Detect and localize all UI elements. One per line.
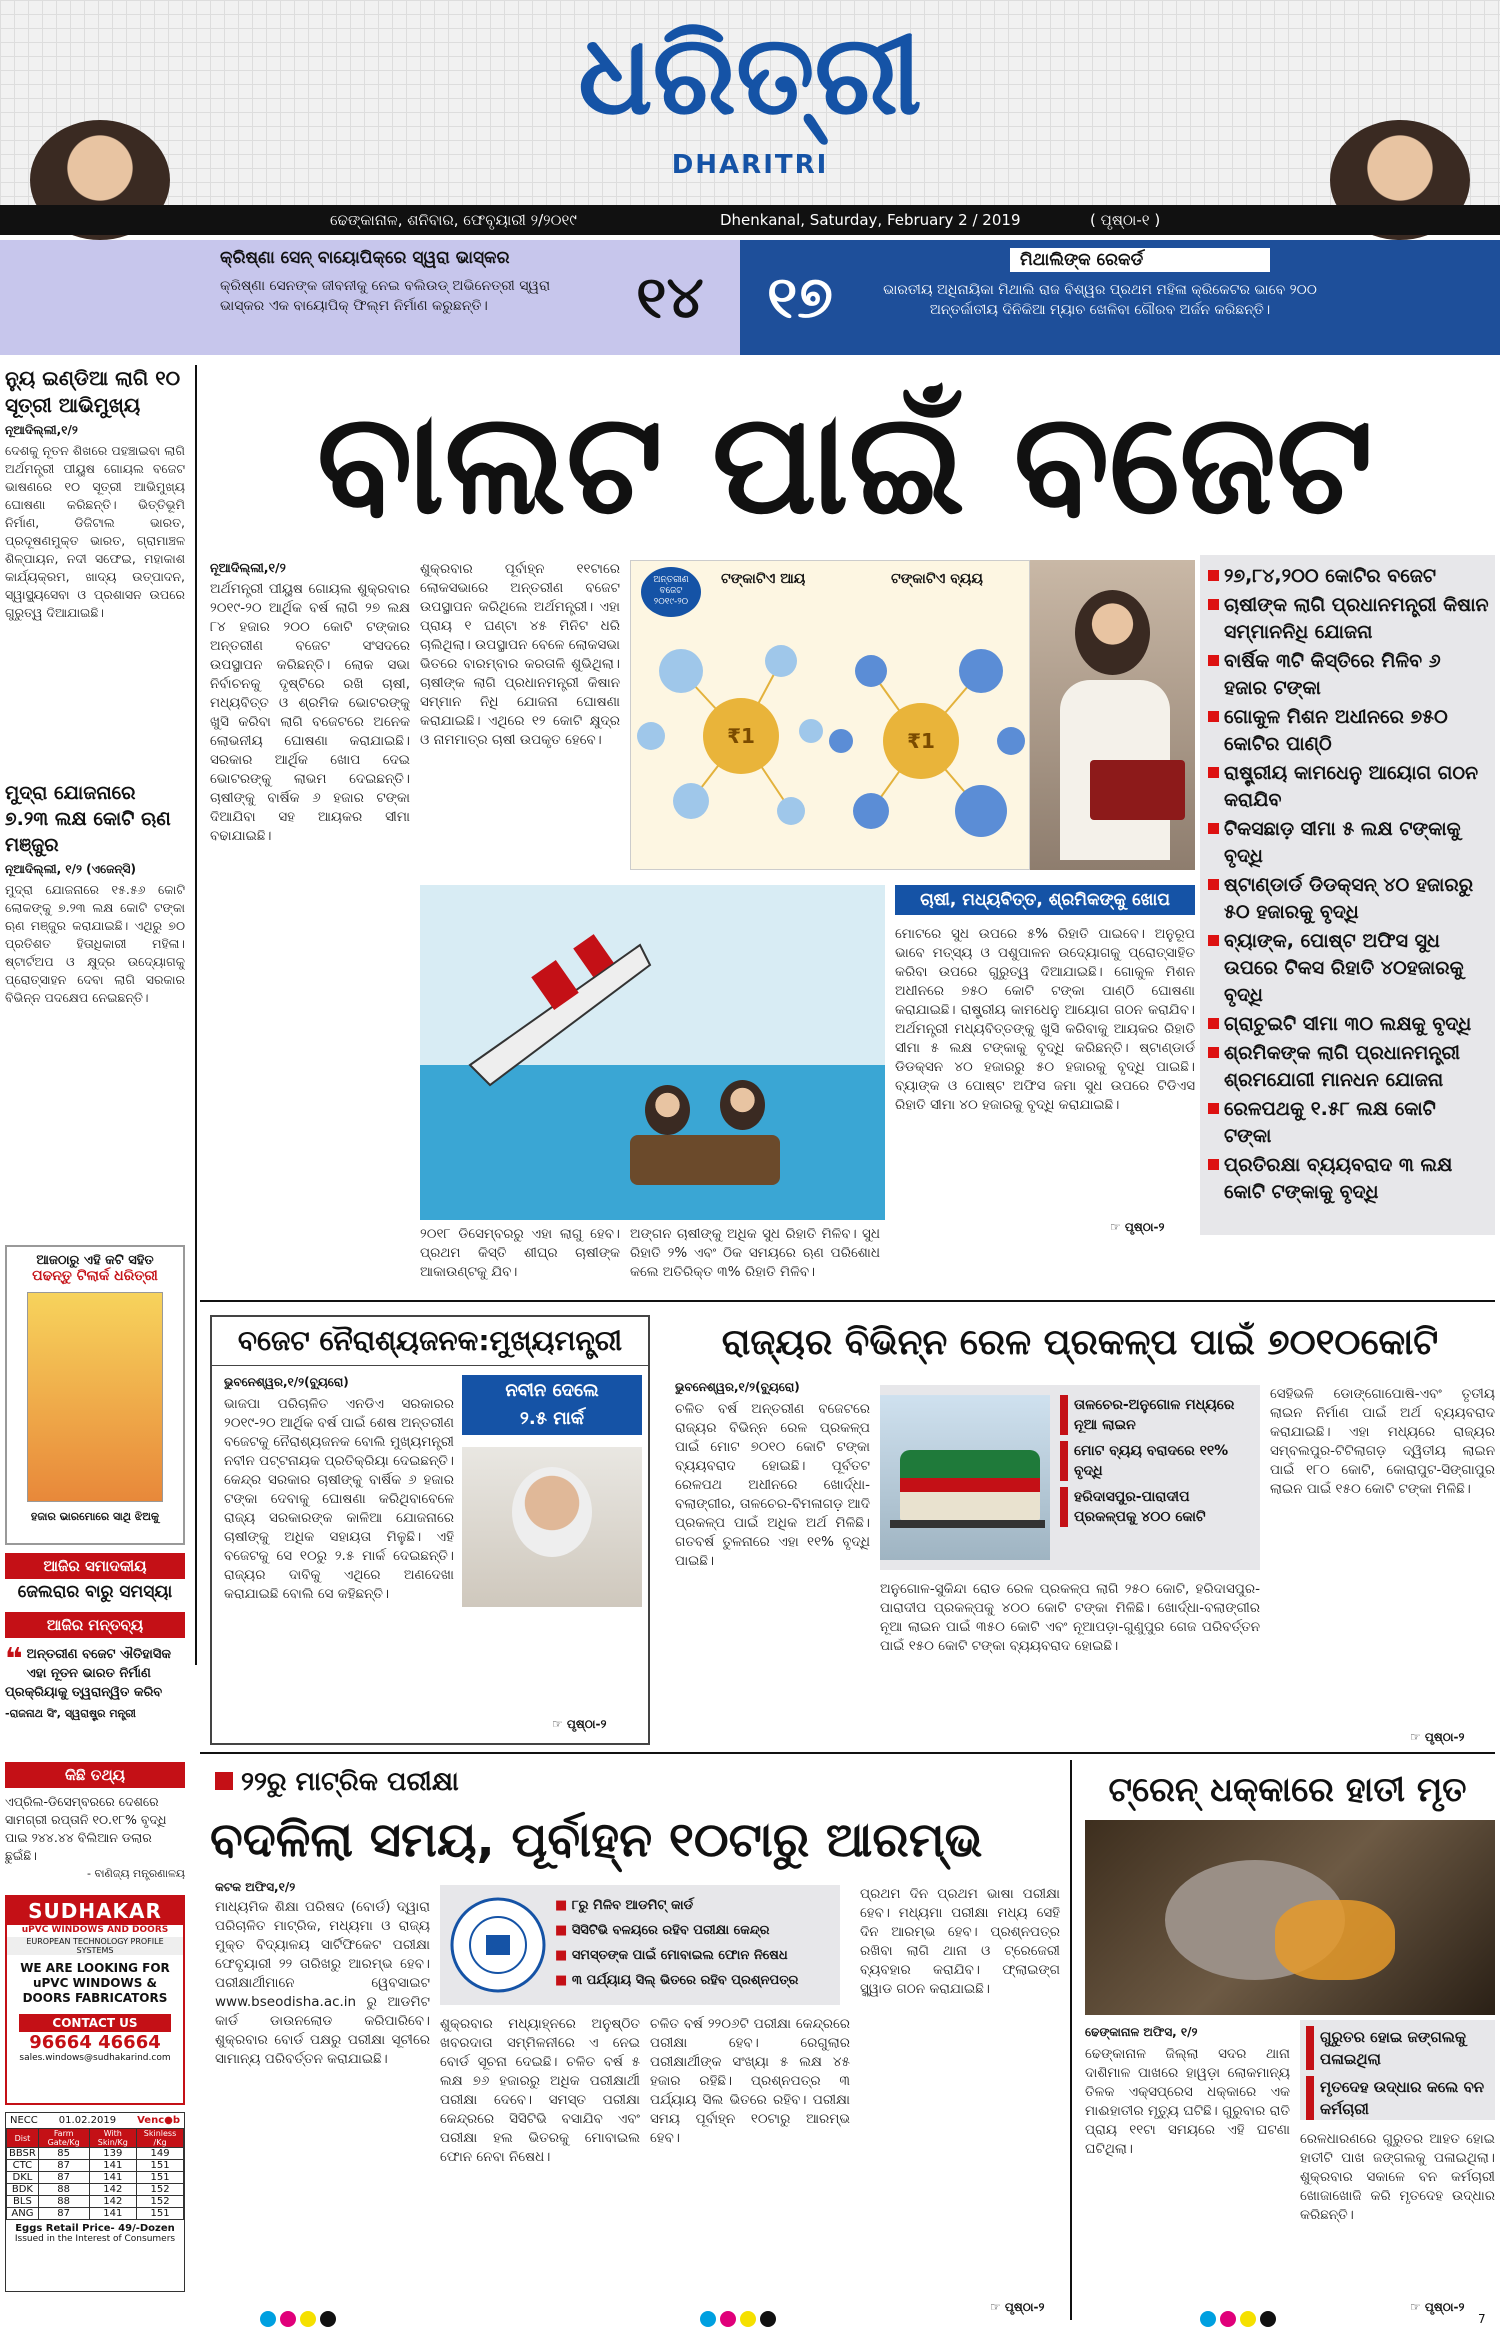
rupee-flow-graphic bbox=[631, 601, 1031, 871]
budget-highlight-item: ଚାଷୀଙ୍କ ଲାଗି ପ୍ରଧାନମନ୍ତ୍ରୀ କିଷାନ ସମ୍ମାନନିଧି ଯୋଜନା bbox=[1206, 592, 1489, 646]
cm-face bbox=[512, 1467, 592, 1557]
magenta-mark bbox=[720, 2311, 736, 2327]
elephant-headline[interactable]: ଟ୍ରେନ୍ ଧକ୍କାରେ ହାତୀ ମୃତ bbox=[1108, 1770, 1467, 1810]
section-rule bbox=[200, 1752, 1495, 1754]
egg-table-row bbox=[7, 2172, 184, 2184]
egg-table-cell: 139 bbox=[89, 2148, 137, 2160]
egg-table-cell: BLS bbox=[7, 2196, 39, 2208]
egg-table-cell: 87 bbox=[38, 2208, 89, 2220]
exam-highlight-1: ■ ୮ରୁ ମିଳିବ ଆଡମିଟ୍ କାର୍ଡ bbox=[555, 1898, 694, 1913]
exam-col4: ପ୍ରଥମ ଦିନ ପ୍ରଥମ ଭାଷା ପରୀକ୍ଷା ହେବ। ମଧ୍ୟମା ପରୀକ୍ଷା ମଧ୍ୟ ସେହି ଦିନ ଆରମ୍ଭ ହେବ। ପ୍ରଶ୍ନପତ୍ର ରଖିବା ଲାଗି ଥାନା ଓ ଟ୍ରେଜେରୀ ବ୍ୟବହାର କରାଯିବ। ଫ୍ଲାଇଙ୍ଗ ସ୍କ୍ୱାଡ ଗଠନ କରାଯାଇଛି। bbox=[860, 1886, 1060, 1997]
elephant-col2: ରେଳଧାରଣରେ ଗୁରୁତର ଆହତ ହୋଇ ହାତୀଟି ପାଖ ଜଙ୍ଗଲକୁ ପଳାଇଥିଲା। ଶୁକ୍ରବାର ସକାଳେ ବନ କର୍ମଚାରୀ ଖୋଜାଖୋଜି କରି ମୃତଦେହ ଉଦ୍ଧାର କରିଛନ୍ତି। bbox=[1300, 2131, 1495, 2223]
train-photo bbox=[880, 1395, 1050, 1560]
ad-sub: EUROPEAN TECHNOLOGY PROFILE SYSTEMS bbox=[7, 1937, 183, 1955]
egg-table-cell: 142 bbox=[89, 2184, 137, 2196]
egg-table-cell: 151 bbox=[137, 2208, 184, 2220]
egg-table-cell: 141 bbox=[89, 2208, 137, 2220]
fact-source: - ବାଣିଜ୍ୟ ମନ୍ତ୍ରଣାଳୟ bbox=[87, 1867, 185, 1880]
budget-highlight-item: ବାର୍ଷିକ ୩ଟି କିସ୍ତିରେ ମିଳିବ ୬ ହଜାର ଟଙ୍କା bbox=[1206, 648, 1489, 702]
budget-highlight-item: ଟିକସଛାଡ଼ ସୀମା ୫ ଲକ୍ଷ ଟଙ୍କାକୁ ବୃଦ୍ଧି bbox=[1206, 816, 1489, 870]
egg-table-cell: 88 bbox=[38, 2184, 89, 2196]
egg-ad-date: 01.02.2019 bbox=[58, 2115, 117, 2126]
yellow-mark bbox=[1240, 2311, 1256, 2327]
cm-badge-line2: ୨.୫ ମାର୍କ bbox=[519, 1408, 585, 1429]
budget-highlight-item: ଗୋକୁଳ ମିଶନ ଅଧୀନରେ ୭୫୦ କୋଟିର ପାଣ୍ଠି bbox=[1206, 704, 1489, 758]
elephant-col1: ଢେଙ୍କାନାଳ ଜିଲ୍ଲା ସଦର ଥାନା ଦାଶିମାଳ ପାଖରେ ହାୱଡ଼ା ଲୋକମାନ୍ୟ ତିଳକ ଏକ୍ସପ୍ରେସ ଧକ୍କାରେ ଏକ ମାଈହାତୀର ମୃତ୍ୟୁ ଘଟିଛି। ଗୁରୁବାର ରାତି ପ୍ରାୟ ୧୧ଟା ସମୟରେ ଏହି ଘଟଣା ଘଟିଥିଲା। bbox=[1085, 2046, 1290, 2157]
page-number: 7 bbox=[1478, 2312, 1486, 2326]
rupee-symbol-expense: ₹1 bbox=[907, 729, 935, 753]
cm-story-dateline: ଭୁବନେଶ୍ୱର,୧/୨(ବ୍ୟୁରୋ) bbox=[224, 1375, 349, 1389]
cm-story-box bbox=[210, 1315, 650, 1745]
promo-magazine-image bbox=[27, 1292, 163, 1502]
lead-column-2: ଶୁକ୍ରବାର ପୂର୍ବାହ୍ନ ୧୧ଟାରେ ଲୋକସଭାରେ ଅନ୍ତରୀଣ ବଜେଟ ଉପସ୍ଥାପନ କରିଥିଲେ ଅର୍ଥମନ୍ତ୍ରୀ। ଏହା ପ୍ରାୟ ୧ ଘଣ୍ଟା ୪୫ ମିନିଟ ଧରି ଚାଲିଥିଲା। ଉପସ୍ଥାପନ ବେଳେ ଲୋକସଭା ଭିତରେ ବାରମ୍ବାର କରତାଳି ଶୁଭିଥିଲା। ଚାଷୀଙ୍କ ଲାଗି ପ୍ରଧାନମନ୍ତ୍ରୀ କିଷାନ ସମ୍ମାନ ନିଧି ଯୋଜନା ଘୋଷଣା କରାଯାଇଛି। ଏଥିରେ ୧୨ କୋଟି କ୍ଷୁଦ୍ର ଓ ନାମମାତ୍ର ଚାଷୀ ଉପକୃତ ହେବେ। bbox=[420, 561, 620, 748]
ad-line3: DOORS FABRICATORS bbox=[22, 1991, 168, 2005]
comment-quote bbox=[5, 1642, 185, 1723]
budget-briefcase bbox=[1090, 760, 1185, 820]
rail-highlight-2: ମୋଟ ବ୍ୟୟ ବରାଦରେ ୧୧% ବୃଦ୍ଧି bbox=[1060, 1441, 1255, 1481]
egg-table-cell: BDK bbox=[7, 2184, 39, 2196]
egg-table-cell: 88 bbox=[38, 2196, 89, 2208]
rail-story-jump[interactable]: ☞ ପୃଷ୍ଠା-୨ bbox=[1410, 1730, 1465, 1744]
finance-minister-photo bbox=[1030, 560, 1195, 870]
egg-table-cell: 151 bbox=[137, 2172, 184, 2184]
egg-ad-org: NECC bbox=[10, 2115, 38, 2126]
egg-table-row bbox=[7, 2196, 184, 2208]
black-mark bbox=[320, 2311, 336, 2327]
budget-infographic bbox=[630, 560, 1030, 870]
column-rule bbox=[195, 365, 197, 1665]
egg-table-cell: CTC bbox=[7, 2160, 39, 2172]
egg-table-cell: 87 bbox=[38, 2172, 89, 2184]
egg-table-cell: 87 bbox=[38, 2160, 89, 2172]
exam-col1: ମାଧ୍ୟମିକ ଶିକ୍ଷା ପରିଷଦ (ବୋର୍ଡ) ଦ୍ୱାରା ପରିଚାଳିତ ମାଟ୍ରିକ, ମଧ୍ୟମା ଓ ରାଜ୍ୟ ମୁକ୍ତ ବିଦ୍ୟାଳୟ ସାର୍ଟିଫିକେଟ ପରୀକ୍ଷା ଫେବୃୟାରୀ ୨୨ ତାରିଖରୁ ଆରମ୍ଭ ହେବ। ପରୀକ୍ଷାର୍ଥୀମାନେ ୱେବସାଇଟ www.bseodisha.ac.in ରୁ ଆଡମିଟ କାର୍ଡ ଡାଉନଲୋଡ କରିପାରିବେ। ଶୁକ୍ରବାର ବୋର୍ଡ ପକ୍ଷରୁ ପରୀକ୍ଷା ସୂଚୀରେ ସାମାନ୍ୟ ପରିବର୍ତ୍ତନ କରାଯାଇଛି। bbox=[215, 1899, 430, 2067]
budget-highlight-item: ୨୭,୮୪,୨୦୦ କୋଟିର ବଜେଟ bbox=[1206, 563, 1489, 590]
cm-score-badge bbox=[462, 1375, 642, 1435]
exam-highlights bbox=[440, 1885, 840, 2005]
egg-ad-brand: Venc●b bbox=[137, 2115, 180, 2126]
lead-headline[interactable]: ବାଲଟ ପାଇଁ ବଜେଟ bbox=[316, 383, 1374, 546]
egg-table-cell: 85 bbox=[38, 2148, 89, 2160]
ad-line1: WE ARE LOOKING FOR bbox=[20, 1961, 170, 1975]
egg-table-cell: 142 bbox=[89, 2196, 137, 2208]
income-title: ଟଙ୍କାଟିଏ ଆୟ bbox=[721, 571, 806, 587]
ad-contact-label: CONTACT US bbox=[19, 2014, 171, 2032]
rail-story1-dateline: ନୂଆଦିଲ୍ଲୀ,୧/୨ bbox=[5, 423, 78, 437]
dateline-odia: ଢେଙ୍କାନାଳ, ଶନିବାର, ଫେବୃୟାରୀ ୨/୨୦୧୯ bbox=[330, 211, 577, 229]
minister-face bbox=[1075, 590, 1150, 675]
exam-kicker-text: ୨୨ରୁ ମାଟ୍ରିକ ପରୀକ୍ଷା bbox=[241, 1767, 459, 1797]
elephant-highlight-1: ଗୁରୁତର ହୋଇ ଜଙ୍ଗଲକୁ ପଳାଇଥିଲା bbox=[1306, 2026, 1489, 2070]
teaser-swara[interactable] bbox=[0, 240, 740, 355]
teaser-title: କ୍ରିଷ୍ଣା ସେନ୍ ବାୟୋପିକ୍‌ରେ ସ୍ୱରା ଭାସ୍କର bbox=[220, 248, 510, 268]
expense-title: ଟଙ୍କାଟିଏ ବ୍ୟୟ bbox=[891, 571, 983, 587]
rail-story1-text: ଦେଶକୁ ନୂତନ ଶିଖରେ ପହଞ୍ଚାଇବା ଲାଗି ଅର୍ଥମନ୍ତ୍ରୀ ପୀୟୁଷ ଗୋୟଲ ବଜେଟ ଭାଷଣରେ ୧୦ ସୂତ୍ରୀ ଆଭିମୁଖ୍ୟ ଘୋଷଣା କରିଛନ୍ତି। ଭିତ୍ତିଭୂମି ନିର୍ମାଣ, ଡିଜିଟାଲ ଭାରତ, ପ୍ରଦୂଷଣମୁକ୍ତ ଭାରତ, ଗ୍ରାମାଞ୍ଚଳ ଶିଳ୍ପାୟନ, ନଦୀ ସଫେଇ, ମହାକାଶ କାର୍ଯ୍ୟକ୍ରମ, ଖାଦ୍ୟ ଉତ୍ପାଦନ, ସ୍ୱାସ୍ଥ୍ୟସେବା ଓ ପ୍ରଶାସନ ଉପରେ ଗୁରୁତ୍ୱ ଦିଆଯାଇଛି। bbox=[5, 443, 185, 620]
exam-jump[interactable]: ☞ ପୃଷ୍ଠା-୨ bbox=[990, 2300, 1045, 2314]
egg-price-table bbox=[6, 2128, 184, 2220]
flower-garland bbox=[1275, 1900, 1395, 1980]
facts-section-bar: କିଛି ତଥ୍ୟ bbox=[5, 1762, 185, 1788]
comment-section-bar: ଆଜିର ମନ୍ତବ୍ୟ bbox=[5, 1612, 185, 1638]
black-mark bbox=[760, 2311, 776, 2327]
sudhakar-ad[interactable] bbox=[5, 1895, 185, 2105]
rail-story2-dateline: ନୂଆଦିଲ୍ଲୀ, ୧/୨ (ଏଜେନ୍ସି) bbox=[5, 862, 136, 876]
ad-email[interactable]: sales.windows@sudhakarind.com bbox=[19, 2053, 171, 2063]
teaser-mithali[interactable] bbox=[740, 240, 1500, 355]
page-indicator: ( ପୃଷ୍ଠା-୧ ) bbox=[1090, 211, 1161, 229]
fact-body: ଏପ୍ରିଲ-ଡିସେମ୍ବରରେ ଦେଶରେ ସାମଗ୍ରୀ ରପ୍ତାନି ୧୦.୧୮% ବୃଦ୍ଧି ପାଇ ୨୪୪.୪୪ ବିଲିଆନ ଡଲାର ଛୁଇଁଛି। bbox=[5, 1794, 167, 1863]
cartoon-figure-1 bbox=[645, 1085, 690, 1135]
egg-table-row bbox=[7, 2208, 184, 2220]
budget-highlight-item: ରାଷ୍ଟ୍ରୀୟ କାମଧେନୁ ଆୟୋଗ ଗଠନ କରାଯିବ bbox=[1206, 760, 1489, 814]
cm-story-jump[interactable]: ☞ ପୃଷ୍ଠା-୨ bbox=[552, 1717, 607, 1731]
elephant-highlight-2: ମୃତଦେହ ଉଦ୍ଧାର କଲେ ବନ କର୍ମଚାରୀ bbox=[1306, 2076, 1489, 2120]
egg-ad-footer2: Issued in the Interest of Consumers bbox=[14, 2234, 176, 2244]
train-track bbox=[890, 1520, 1045, 1528]
egg-table-cell: 149 bbox=[137, 2148, 184, 2160]
egg-table-header: Skinless /Kg bbox=[137, 2129, 184, 2148]
exam-col3: ଚଳିତ ବର୍ଷ ୨୨୦୬ଟି ପରୀକ୍ଷା କେନ୍ଦ୍ରରେ ପରୀକ୍ଷା ହେବ। ରେଗୁଲାର ପରୀକ୍ଷାର୍ଥୀଙ୍କ ସଂଖ୍ୟା ୫ ଲକ୍ଷ ୪୫ ହଜାର ରହିଛି। ପ୍ରଶ୍ନପତ୍ର ୩ ପର୍ଯ୍ୟାୟ ସିଲ ଭିତରେ ରହିବ। ପରୀକ୍ଷା ସମୟ ପୂର୍ବାହ୍ନ ୧୦ଟାରୁ ଆରମ୍ଭ ହେବ। bbox=[650, 2016, 850, 2146]
yellow-mark bbox=[300, 2311, 316, 2327]
sinking-ship-drawing bbox=[460, 925, 660, 1095]
cm-photo bbox=[462, 1447, 642, 1607]
editorial-title[interactable]: ଜେଲରାର ବାରୁ ସମସ୍ୟା bbox=[17, 1582, 173, 1602]
rail-story-dateline: ଭୁବନେଶ୍ୱର,୧/୨(ବ୍ୟୁରୋ) bbox=[675, 1380, 800, 1394]
cyan-mark bbox=[700, 2311, 716, 2327]
promo-caption: ହଜାର ଭାରମୋରେ ସାଥି ଝିଅକୁ bbox=[30, 1510, 160, 1523]
egg-table-cell: 151 bbox=[137, 2160, 184, 2172]
elephant-jump[interactable]: ☞ ପୃଷ୍ଠା-୨ bbox=[1410, 2300, 1465, 2314]
black-mark bbox=[1260, 2311, 1276, 2327]
floating-box bbox=[630, 1135, 780, 1185]
section-rule bbox=[200, 1300, 1495, 1302]
exam-dateline: କଟକ ଅଫିସ,୧/୨ bbox=[215, 1880, 296, 1894]
rail-story-headline[interactable]: ରାଜ୍ୟର ବିଭିନ୍ନ ରେଳ ପ୍ରକଳ୍ପ ପାଇଁ ୭୦୧୦କୋଟି bbox=[721, 1322, 1439, 1363]
promo-box[interactable] bbox=[5, 1245, 185, 1545]
quote-author: -ରାଜନାଥ ସିଂ, ସ୍ୱରାଷ୍ଟ୍ର ମନ୍ତ୍ରୀ bbox=[5, 1707, 136, 1720]
rail-story-col2: ଅନୁଗୋଳ-ସୁକିନ୍ଦା ରୋଡ ରେଳ ପ୍ରକଳ୍ପ ଲାଗି ୨୫୦ କୋଟି, ହରିଦାସପୁର-ପାରାଦୀପ ପ୍ରକଳ୍ପକୁ ୪୦୦ କୋଟି ଟଙ୍କା ମିଳିଛି। ଖୋର୍ଦ୍ଧା-ବଲାଙ୍ଗୀର ନୂଆ ଲାଇନ ପାଇଁ ୩୫୦ କୋଟି ଏବଂ ନୂଆପଡ଼ା-ଗୁଣୁପୁର ଗେଜ ପରିବର୍ତ୍ତନ ପାଇଁ ୧୫୦ କୋଟି ଟଙ୍କା ବ୍ୟୟବରାଦ ହୋଇଛି। bbox=[880, 1581, 1260, 1654]
lead-column-3: ମୋଟରେ ସୁଧ ଉପରେ ୫% ରିହାତି ପାଇବେ। ଅନୁରୂପ ଭାବେ ମତ୍ସ୍ୟ ଓ ପଶୁପାଳନ ଉଦ୍ୟୋଗକୁ ପ୍ରୋତ୍ସାହିତ କରିବା ଉପରେ ଗୁରୁତ୍ୱ ଦିଆଯାଇଛି। ଗୋକୁଳ ମିଶନ ଅଧୀନରେ ୭୫୦ କୋଟି ଟଙ୍କା ପାଣ୍ଠି ଘୋଷଣା କରାଯାଇଛି। ରାଷ୍ଟ୍ରୀୟ କାମଧେନୁ ଆୟୋଗ ଗଠନ କରାଯିବ। ଅର୍ଥମନ୍ତ୍ରୀ ମଧ୍ୟବିତ୍ତଙ୍କୁ ଖୁସି କରିବାକୁ ଆୟକର ରିହାତି ସୀମା ୫ ଲକ୍ଷ ଟଙ୍କାକୁ ବୃଦ୍ଧି କରିଛନ୍ତି। ଷ୍ଟାଣ୍ଡାର୍ଡ ଡିଡକ୍ସନ ୪୦ ହଜାରରୁ ୫୦ ହଜାରକୁ ବୃଦ୍ଧି ପାଇଛି। ବ୍ୟାଙ୍କ ଓ ପୋଷ୍ଟ ଅଫିସ ଜମା ସୁଧ ଉପରେ ଟିଡିଏସ ରିହାତି ସୀମା ୪୦ ହଜାରକୁ ବୃଦ୍ଧି କରାଯାଇଛି। bbox=[895, 926, 1195, 1113]
lead-bottom-1: ୨୦୧୮ ଡିସେମ୍ବରରୁ ଏହା ଲାଗୁ ହେବ। ପ୍ରଥମ କିସ୍ତି ଶୀଘ୍ର ଚାଷୀଙ୍କ ଆକାଉଣ୍ଟକୁ ଯିବ। bbox=[420, 1226, 620, 1280]
cyan-mark bbox=[260, 2311, 276, 2327]
egg-table-row bbox=[7, 2184, 184, 2196]
board-seal-icon bbox=[448, 1895, 548, 1995]
budget-highlight-item: ରେଳପଥକୁ ୧.୫୮ ଲକ୍ଷ କୋଟି ଟଙ୍କା bbox=[1206, 1096, 1489, 1150]
infographic-badge: ଅନ୍ତରୀଣ ବଜେଟ ୨୦୧୯-୨୦ bbox=[641, 567, 701, 617]
budget-highlights bbox=[1200, 555, 1495, 1235]
teaser-page-number: ୧୭ bbox=[767, 263, 833, 331]
lead-bottom-2: ଅଙ୍ଗନ ଚାଷୀଙ୍କୁ ଅଧିକ ସୁଧ ରିହାତି ମିଳିବ। ସୁଧ ରିହାତି ୨% ଏବଂ ଠିକ ସମୟରେ ଋଣ ପରିଶୋଧ କଲେ ଅତିରିକ୍ତ ୩% ରିହାତି ମିଳିବ। bbox=[630, 1226, 880, 1280]
ad-phone[interactable]: 96664 46664 bbox=[29, 2032, 161, 2053]
egg-table-cell: DKL bbox=[7, 2172, 39, 2184]
rail-highlight-3: ହରିଦାସପୁର-ପାରାଦୀପ ପ୍ରକଳ୍ପକୁ ୪୦୦ କୋଟି bbox=[1060, 1487, 1255, 1527]
cm-story-text: ଭାଜପା ପରିଚାଳିତ ଏନଡିଏ ସରକାରର ୨୦୧୯-୨୦ ଆର୍ଥିକ ବର୍ଷ ପାଇଁ ଶେଷ ଅନ୍ତରୀଣ ବଜେଟକୁ ନୈରାଶ୍ୟଜନକ ବୋଲି ମୁଖ୍ୟମନ୍ତ୍ରୀ ନବୀନ ପଟ୍ଟନାୟକ ପ୍ରତିକ୍ରିୟା ଦେଇଛନ୍ତି। କେନ୍ଦ୍ର ସରକାର ଚାଷୀଙ୍କୁ ବାର୍ଷିକ ୬ ହଜାର ଟଙ୍କା ଦେବାକୁ ଘୋଷଣା କରିଥିବାବେଳେ ରାଜ୍ୟ ସରକାରଙ୍କ କାଳିଆ ଯୋଜନାରେ ଚାଷୀଙ୍କୁ ଅଧିକ ସହାୟତା ମିଳୁଛି। ଏହି ବଜେଟକୁ ସେ ୧୦ରୁ ୨.୫ ମାର୍କ ଦେଇଛନ୍ତି। ରାଜ୍ୟର ଦାବିକୁ ଏଥିରେ ଅଣଦେଖା କରାଯାଇଛି ବୋଲି ସେ କହିଛନ୍ତି। bbox=[224, 1396, 454, 1602]
cyan-mark bbox=[1200, 2311, 1216, 2327]
rail-story-col3: ସେହିଭଳି ଡୋଙ୍ଗୋପୋଷି-ଏବଂ ତୃତୀୟ ଲାଇନ ନିର୍ମାଣ ପାଇଁ ଅର୍ଥ ବ୍ୟୟବରାଦ କରାଯାଇଛି। ଏହା ମଧ୍ୟରେ ରାଜ୍ୟର ସମ୍ବଲପୁର-ଟିଟିଲାଗଡ଼ ଦ୍ୱିତୀୟ ଲାଇନ ପାଇଁ ୧୮୦ କୋଟି, କୋରାପୁଟ-ସିଙ୍ଗାପୁର ଲାଇନ ପାଇଁ ୧୫୦ କୋଟି ଟଙ୍କା ମିଳିଛି। bbox=[1270, 1386, 1495, 1497]
left-rail bbox=[5, 365, 185, 1101]
rail-story2-text: ମୁଦ୍ରା ଯୋଜନାରେ ୧୫.୫୬ କୋଟି ଲୋକଙ୍କୁ ୭.୨୩ ଲକ୍ଷ କୋଟି ଟଙ୍କା ଋଣ ମଞ୍ଜୁର କରାଯାଇଛି। ଏଥିରୁ ୭୦ ପ୍ରତିଶତ ହିତାଧିକାରୀ ମହିଳା। ଷ୍ଟାର୍ଟଅପ ଓ କ୍ଷୁଦ୍ର ଉଦ୍ୟୋଗକୁ ପ୍ରୋତ୍ସାହନ ଦେବା ଲାଗି ସରକାର ବିଭିନ୍ନ ପଦକ୍ଷେପ ନେଇଛନ୍ତି। bbox=[5, 882, 185, 1005]
budget-highlight-item: ଶ୍ରମିକଙ୍କ ଲାଗି ପ୍ରଧାନମନ୍ତ୍ରୀ ଶ୍ରମଯୋଗୀ ମାନଧନ ଯୋଜନା bbox=[1206, 1040, 1489, 1094]
elephant-photo bbox=[1085, 1820, 1495, 2015]
political-cartoon bbox=[420, 885, 885, 1220]
budget-highlight-item: ଷ୍ଟାଣ୍ଡାର୍ଡ ଡିଡକ୍ସନ୍ ୪୦ ହଜାରରୁ ୫୦ ହଜାରକୁ ବୃଦ୍ଧି bbox=[1206, 872, 1489, 926]
teaser-text: ଭାରତୀୟ ଅଧିନାୟିକା ମିଥାଲି ରାଜ ବିଶ୍ୱର ପ୍ରଥମ ମହିଳା କ୍ରିକେଟର ଭାବେ ୨୦୦ ଅନ୍ତର୍ଜାତୀୟ ଦିନିକିଆ ମ୍ୟାଚ ଖେଳିବା ଗୌରବ ଅର୍ଜନ କରିଛନ୍ତି। bbox=[883, 282, 1317, 318]
rail-story-graphic bbox=[880, 1385, 1260, 1570]
newspaper-logo[interactable]: ଧରିତ୍ରୀ bbox=[578, 10, 922, 139]
egg-table-cell: BBSR bbox=[7, 2148, 39, 2160]
dateline-english: Dhenkanal, Saturday, February 2 / 2019 bbox=[720, 211, 1021, 229]
magenta-mark bbox=[280, 2311, 296, 2327]
dateline-bar bbox=[0, 205, 1500, 235]
egg-table-cell: ANG bbox=[7, 2208, 39, 2220]
egg-price-ad bbox=[5, 2112, 185, 2292]
budget-highlight-item: ବ୍ୟାଙ୍କ, ପୋଷ୍ଟ ଅଫିସ ସୁଧ ଉପରେ ଟିକସ ରିହାତି ୪୦ହଜାରକୁ ବୃଦ୍ଧି bbox=[1206, 928, 1489, 1009]
newspaper-logo-english: DHARITRI bbox=[671, 150, 829, 180]
egg-table-cell: 152 bbox=[137, 2184, 184, 2196]
ad-tagline: uPVC WINDOWS AND DOORS bbox=[21, 1925, 169, 1935]
egg-ad-footer1: Eggs Retail Price- 49/-Dozen bbox=[15, 2223, 175, 2234]
editorial-section-bar: ଆଜିର ସମାଦକୀୟ bbox=[5, 1553, 185, 1579]
rail-story2-title[interactable]: ମୁଦ୍ରା ଯୋଜନାରେ ୭.୨୩ ଲକ୍ଷ କୋଟି ଋଣ ମଞ୍ଜୁର bbox=[5, 782, 171, 856]
lead-jump[interactable]: ☞ ପୃଷ୍ଠା-୨ bbox=[1110, 1220, 1165, 1234]
egg-table-cell: 152 bbox=[137, 2196, 184, 2208]
cm-story-headline[interactable]: ବଜେଟ ନୈରାଶ୍ୟଜନକ:ମୁଖ୍ୟମନ୍ତ୍ରୀ bbox=[212, 1317, 648, 1366]
column-rule bbox=[1070, 1760, 1072, 2320]
rail-story-col1: ଚଳିତ ବର୍ଷ ଅନ୍ତରୀଣ ବଜେଟରେ ରାଜ୍ୟର ବିଭିନ୍ନ ରେଳ ପ୍ରକଳ୍ପ ପାଇଁ ମୋଟ ୭୦୧୦ କୋଟି ଟଙ୍କା ବ୍ୟୟବରାଦ ହୋଇଛି। ପୂର୍ବତଟ ରେଳପଥ ଅଧୀନରେ ଖୋର୍ଦ୍ଧା-ବଲାଙ୍ଗୀର, ତାଳଚେର-ବିମଳାଗଡ଼ ଆଦି ପ୍ରକଳ୍ପ ପାଇଁ ଅଧିକ ଅର୍ଥ ମିଳିଛି। ଗତବର୍ଷ ତୁଳନାରେ ଏହା ୧୧% ବୃଦ୍ଧି ପାଇଛି। bbox=[675, 1401, 870, 1569]
exam-kicker bbox=[215, 1762, 715, 1802]
teaser-page-number: ୧୪ bbox=[636, 263, 704, 331]
cm-badge-line1: ନବୀନ ଦେଲେ bbox=[505, 1380, 599, 1401]
fact-text bbox=[5, 1793, 185, 1883]
train-engine bbox=[900, 1450, 1040, 1520]
exam-highlight-3: ■ ସମସ୍ତଙ୍କ ପାଇଁ ମୋବାଇଲ ଫୋନ ନିଷେଧ bbox=[555, 1948, 788, 1963]
lead-column-1: ଅର୍ଥମନ୍ତ୍ରୀ ପୀୟୁଷ ଗୋୟଲ ଶୁକ୍ରବାର ୨୦୧୯-୨୦ ଆର୍ଥିକ ବର୍ଷ ଲାଗି ୨୭ ଲକ୍ଷ ୮୪ ହଜାର ୨୦୦ କୋଟି ଟଙ୍କାର ଅନ୍ତରୀଣ ବଜେଟ ସଂସଦରେ ଉପସ୍ଥାପନ କରିଛନ୍ତି। ଲୋକ ସଭା ନିର୍ବାଚନକୁ ଦୃଷ୍ଟିରେ ରଖି ଚାଷୀ, ମଧ୍ୟବିତ୍ତ ଓ ଶ୍ରମିକ ଭୋଟରଙ୍କୁ ଖୁସି କରିବା ଲାଗି ବଜେଟରେ ଅନେକ ଲୋଭନୀୟ ଘୋଷଣା କରାଯାଇଛି। ସରକାର ଆର୍ଥିକ ଖୋପ ଦେଇ ଭୋଟରଙ୍କୁ ଲାଭମ ଦେଇଛନ୍ତି। ଚାଷୀଙ୍କୁ ବାର୍ଷିକ ୬ ହଜାର ଟଙ୍କା ଦିଆଯିବା ସହ ଆୟକର ସୀମା ବଢାଯାଇଛି। bbox=[210, 581, 410, 844]
lead-dateline: ନୂଆଦିଲ୍ଲୀ,୧/୨ bbox=[210, 560, 286, 575]
lead-strap: ଚାଷୀ, ମଧ୍ୟବିତ୍ତ, ଶ୍ରମିକଙ୍କୁ ଖୋପ bbox=[895, 885, 1195, 915]
budget-highlight-item: ଗ୍ରାଚୁଇଟି ସୀମା ୩୦ ଲକ୍ଷକୁ ବୃଦ୍ଧି bbox=[1206, 1011, 1489, 1038]
egg-table-row bbox=[7, 2160, 184, 2172]
yellow-mark bbox=[740, 2311, 756, 2327]
budget-highlight-item: ପ୍ରତିରକ୍ଷା ବ୍ୟୟବରାଦ ୩ ଲକ୍ଷ କୋଟି ଟଙ୍କାକୁ ବୃଦ୍ଧି bbox=[1206, 1152, 1489, 1206]
magenta-mark bbox=[1220, 2311, 1236, 2327]
exam-headline[interactable]: ବଦଳିଲା ସମୟ, ପୂର୍ବାହ୍ନ ୧୦ଟାରୁ ଆରମ୍ଭ bbox=[210, 1812, 983, 1868]
quote-text: ଅନ୍ତରୀଣ ବଜେଟ ଐତିହାସିକ ଏହା ନୂତନ ଭାରତ ନିର୍ମାଣ ପ୍ରକ୍ରିୟାକୁ ତ୍ୱରାନ୍ୱିତ କରିବ bbox=[5, 1647, 171, 1700]
promo-line2: ପଢନ୍ତୁ ଟିଲାର୍କ ଧରିତ୍ରୀ bbox=[32, 1268, 158, 1284]
kicker-square-icon bbox=[215, 1772, 233, 1790]
elephant-highlights bbox=[1300, 2020, 1495, 2120]
exam-highlight-4: ■ ୩ ପର୍ଯ୍ୟାୟ ସିଲ୍ ଭିତରେ ରହିବ ପ୍ରଶ୍ନପତ୍ର bbox=[555, 1973, 799, 1988]
teaser-title: ମିଥାଲିଙ୍କ ରେକର୍ଡ bbox=[1010, 248, 1270, 272]
egg-table-header: Dist bbox=[7, 2129, 39, 2148]
egg-table-cell: 141 bbox=[89, 2160, 137, 2172]
promo-line1: ଆଜଠାରୁ ଏହି କଟି ସହିତ bbox=[36, 1253, 154, 1268]
egg-table-header: With Skin/Kg bbox=[89, 2129, 137, 2148]
egg-table-row bbox=[7, 2148, 184, 2160]
egg-table-header: Farm Gate/Kg bbox=[38, 2129, 89, 2148]
exam-highlight-2: ■ ସିସିଟିଭି ବଳୟରେ ରହିବ ପରୀକ୍ଷା କେନ୍ଦ୍ର bbox=[555, 1923, 770, 1938]
rupee-symbol-income: ₹1 bbox=[727, 724, 755, 748]
exam-col2: ଶୁକ୍ରବାର ମଧ୍ୟାହ୍ନରେ ଅନୁଷ୍ଠିତ ଖବରଦାତା ସମ୍ମିଳନୀରେ ଏ ନେଇ ବୋର୍ଡ ସୂଚନା ଦେଇଛି। ଚଳିତ ବର୍ଷ ୫ ଲକ୍ଷ ୭୬ ହଜାରରୁ ଅଧିକ ପରୀକ୍ଷାର୍ଥୀ ପରୀକ୍ଷା ଦେବେ। ସମସ୍ତ ପରୀକ୍ଷା କେନ୍ଦ୍ରରେ ସିସିଟିଭି ବସାଯିବ ଏବଂ ପରୀକ୍ଷା ହଲ ଭିତରକୁ ମୋବାଇଲ ଫୋନ ନେବା ନିଷେଧ। bbox=[440, 2016, 640, 2165]
rail-highlight-1: ତାଳଚେର-ଅନୁଗୋଳ ମଧ୍ୟରେ ନୂଆ ଲାଇନ bbox=[1060, 1395, 1255, 1435]
elephant-dateline: ଢେଙ୍କାନାଳ ଅଫିସ, ୧/୨ bbox=[1085, 2025, 1198, 2039]
cartoon-figure-2 bbox=[720, 1080, 765, 1130]
rail-highlights bbox=[1060, 1395, 1255, 1527]
teaser-text: କ୍ରିଷ୍ଣା ସେନଙ୍କ ଜୀବନୀକୁ ନେଇ ବଲିଉଡ୍ ଅଭିନେତ୍ରୀ ସ୍ୱରା ଭାସ୍କର ଏକ ବାୟୋପିକ୍ ଫିଲ୍ମ ନିର୍ମାଣ କରୁଛନ୍ତି। bbox=[220, 278, 551, 314]
egg-table-cell: 141 bbox=[89, 2172, 137, 2184]
ad-line2: uPVC WINDOWS & bbox=[32, 1976, 158, 1990]
rail-story1-title[interactable]: ନ୍ୟୁ ଇଣ୍ଡିଆ ଲାଗି ୧୦ ସୂତ୍ରୀ ଆଭିମୁଖ୍ୟ bbox=[5, 366, 181, 417]
ad-brand: SUDHAKAR bbox=[7, 1897, 183, 1925]
quote-icon: ❝ bbox=[5, 1642, 23, 1677]
